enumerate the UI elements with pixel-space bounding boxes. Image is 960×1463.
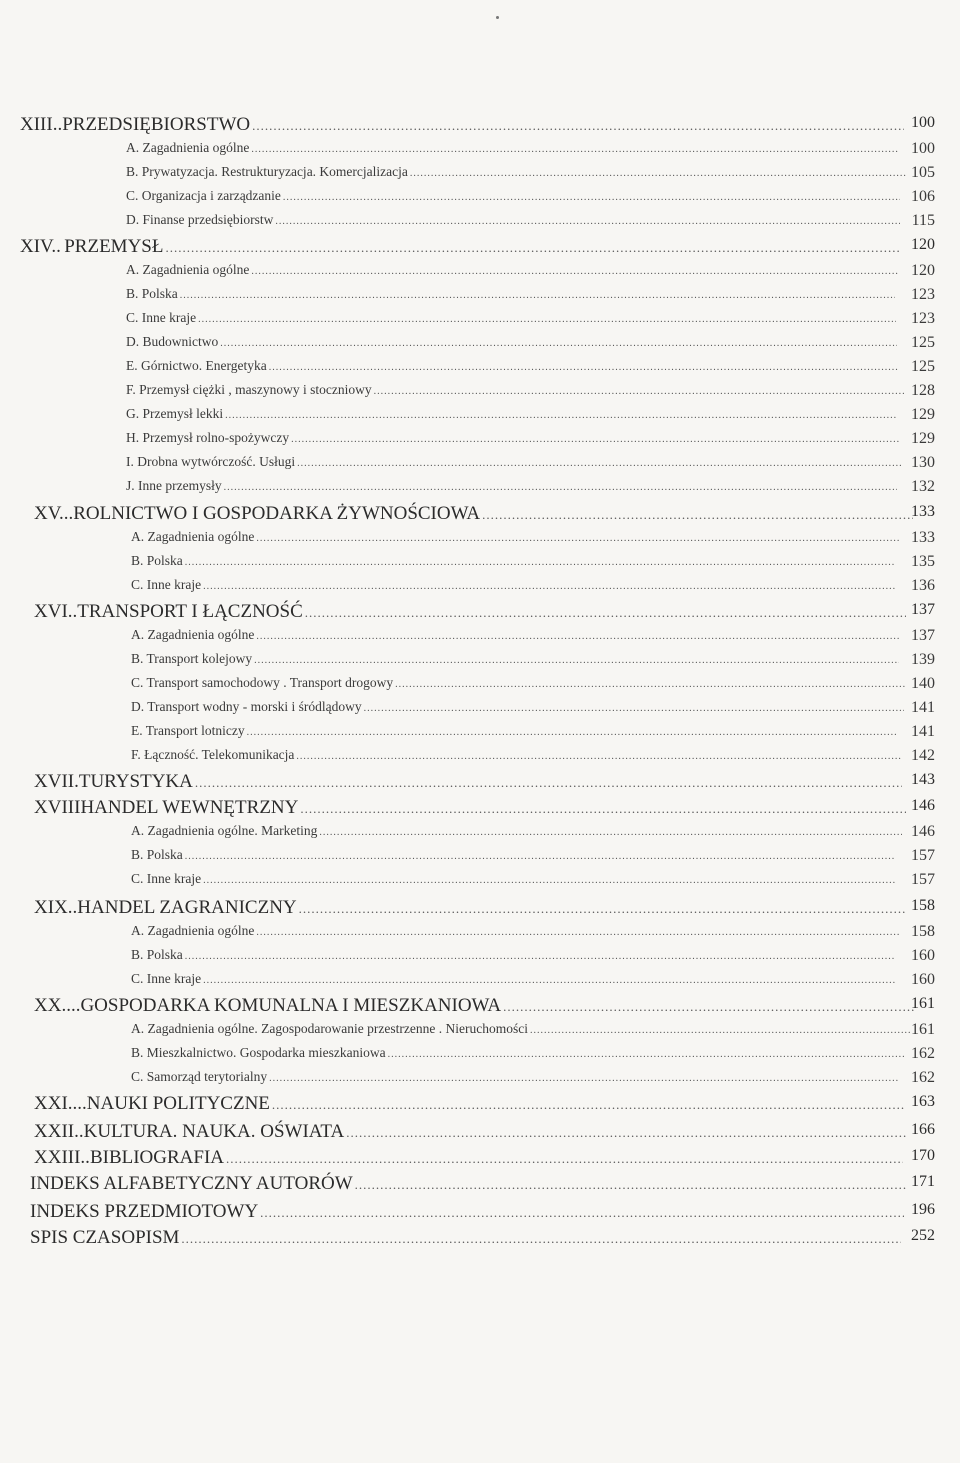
dot-leader (319, 827, 901, 838)
page-number: 120 (911, 236, 935, 253)
page-number: 196 (911, 1201, 935, 1218)
chapter-title: BIBLIOGRAFIA (89, 1147, 224, 1168)
section-title: A. Zagadnienia ogólne (126, 262, 250, 277)
section-title: B. Polska (131, 553, 183, 568)
page-number: 132 (911, 478, 935, 495)
chapter-number: XX.... (34, 995, 81, 1016)
chapter-title: PRZEDSIĘBIORSTWO (62, 114, 251, 135)
section-title: B. Polska (131, 947, 183, 962)
dot-leader (395, 679, 905, 690)
dot-leader (503, 999, 914, 1015)
page-number: 105 (911, 164, 935, 181)
toc-section-entry (126, 358, 935, 374)
page-number: 141 (911, 699, 935, 716)
toc-section-entry (126, 430, 935, 446)
toc-section-entry (131, 947, 935, 963)
dot-leader (251, 144, 898, 155)
dot-leader (275, 216, 899, 227)
page-number: 140 (911, 675, 935, 692)
dot-leader (482, 507, 913, 523)
toc-section-entry (131, 1045, 935, 1061)
section-title: C. Samorząd terytorialny (131, 1069, 268, 1084)
dot-leader (226, 1151, 903, 1167)
dot-leader (203, 875, 896, 886)
section-title: B. Polska (126, 286, 178, 301)
dot-leader (256, 533, 898, 544)
toc-section-entry (131, 529, 935, 545)
page-number: 100 (911, 140, 935, 157)
section-title: D. Budownictwo (126, 334, 219, 349)
toc-chapter-entry (30, 1201, 935, 1223)
page-number: 157 (911, 847, 935, 864)
page-number: 106 (911, 188, 935, 205)
section-title: C. Inne kraje (126, 310, 197, 325)
dot-leader (203, 975, 896, 986)
section-title: I. Drobna wytwórczość. Usługi (126, 454, 296, 469)
section-title: C. Transport samochodowy . Transport drogowy (131, 675, 394, 690)
chapter-title: TRANSPORT I ŁĄCZNOŚĆ (77, 601, 303, 622)
toc-section-entry (131, 847, 935, 863)
section-title: C. Inne kraje (131, 971, 202, 986)
dot-leader (410, 168, 906, 179)
dot-leader (181, 1231, 901, 1247)
dot-leader (165, 240, 900, 256)
page-number: 123 (911, 286, 935, 303)
toc-chapter-entry (30, 1173, 935, 1195)
toc-section-entry (131, 553, 935, 569)
scan-speck (496, 16, 499, 19)
toc-section-entry (126, 188, 935, 204)
toc-section-entry (126, 406, 935, 422)
dot-leader (203, 581, 896, 592)
toc-chapter-entry (34, 1093, 935, 1115)
dot-leader (291, 434, 900, 445)
page-number: 133 (911, 503, 935, 520)
toc-chapter-entry (20, 114, 935, 136)
page-number: 163 (911, 1093, 935, 1110)
chapter-number: XVI.. (34, 601, 78, 622)
dot-leader (299, 901, 906, 917)
dot-leader (364, 703, 904, 714)
page-number: 136 (911, 577, 935, 594)
chapter-number: XVII. (34, 771, 79, 792)
section-title: F. Przemysł ciężki , maszynowy i stoczniowy (126, 382, 372, 397)
page-number: 171 (911, 1173, 935, 1190)
chapter-title: TURYSTYKA (78, 771, 193, 792)
toc-chapter-entry (34, 1147, 935, 1169)
page-number: 125 (911, 358, 935, 375)
toc-section-entry (131, 1021, 935, 1037)
toc-chapter-entry (34, 995, 935, 1017)
chapter-title: HANDEL WEWNĘTRZNY (80, 797, 299, 818)
dot-leader (251, 266, 898, 277)
page-number: 125 (911, 334, 935, 351)
dot-leader (269, 1073, 899, 1084)
toc-chapter-entry (34, 797, 935, 819)
page-number: 130 (911, 454, 935, 471)
page-number: 137 (911, 601, 935, 618)
dot-leader (269, 362, 900, 373)
page-number: 133 (911, 529, 935, 546)
section-title: B. Mieszkalnictwo. Gospodarka mieszkaniowa (131, 1045, 386, 1060)
section-title: A. Zagadnienia ogólne (131, 923, 255, 938)
dot-leader (374, 386, 905, 397)
chapter-title: PRZEMYSŁ (64, 236, 164, 257)
section-title: F. Łączność. Telekomunikacja (131, 747, 295, 762)
toc-section-entry (126, 286, 935, 302)
page-number: 137 (911, 627, 935, 644)
chapter-title: GOSPODARKA KOMUNALNA I MIESZKANIOWA (80, 995, 502, 1016)
page-number: 146 (911, 797, 935, 814)
page-number: 100 (911, 114, 935, 131)
page-number: 161 (911, 995, 935, 1012)
page-number: 120 (911, 262, 935, 279)
page-number: 162 (911, 1069, 935, 1086)
toc-section-entry (131, 971, 935, 987)
chapter-title: INDEKS ALFABETYCZNY AUTORÓW (30, 1173, 353, 1194)
dot-leader (220, 338, 897, 349)
toc-chapter-entry (30, 1227, 935, 1249)
section-title: A. Zagadnienia ogólne. Marketing (131, 823, 318, 838)
toc-section-entry (131, 675, 935, 691)
dot-leader (254, 655, 898, 666)
page-number: 162 (911, 1045, 935, 1062)
page-number: 115 (911, 212, 935, 229)
toc-section-entry (131, 747, 935, 763)
chapter-title: NAUKI POLITYCZNE (86, 1093, 270, 1114)
section-title: C. Inne kraje (131, 871, 202, 886)
dot-leader (296, 751, 900, 762)
dot-leader (305, 605, 906, 621)
section-title: E. Transport lotniczy (131, 723, 245, 738)
dot-leader (195, 775, 902, 791)
toc-section-entry (126, 334, 935, 350)
dot-leader (256, 631, 898, 642)
page-number: 135 (911, 553, 935, 570)
toc-chapter-entry (34, 897, 935, 919)
chapter-number: XXIII.. (34, 1147, 90, 1168)
toc-section-entry (126, 454, 935, 470)
toc-chapter-entry (34, 1121, 935, 1143)
toc-section-entry (126, 140, 935, 156)
toc-section-entry (131, 723, 935, 739)
toc-chapter-entry (34, 601, 935, 623)
dot-leader (283, 192, 900, 203)
toc-chapter-entry (34, 771, 935, 793)
chapter-title: HANDEL ZAGRANICZNY (77, 897, 297, 918)
section-title: D. Finanse przedsiębiorstw (126, 212, 274, 227)
chapter-title: KULTURA. NAUKA. OŚWIATA (83, 1121, 345, 1142)
toc-section-entry (131, 651, 935, 667)
chapter-number: XV... (34, 503, 74, 524)
page-number: 129 (911, 430, 935, 447)
section-title: B. Prywatyzacja. Restrukturyzacja. Komercjalizacja (126, 164, 408, 179)
section-title: C. Organizacja i zarządzanie (126, 188, 281, 203)
toc-section-entry (126, 310, 935, 326)
chapter-number: XXII.. (34, 1121, 84, 1142)
dot-leader (346, 1125, 908, 1141)
dot-leader (185, 951, 895, 962)
page-number: 170 (911, 1147, 935, 1164)
section-title: E. Górnictwo. Energetyka (126, 358, 267, 373)
section-title: H. Przemysł rolno-spożywczy (126, 430, 290, 445)
dot-leader (355, 1177, 908, 1193)
dot-leader (300, 801, 906, 817)
toc-section-entry (131, 627, 935, 643)
chapter-number: XIII.. (20, 114, 63, 135)
dot-leader (185, 851, 895, 862)
page-number: 161 (911, 1021, 935, 1038)
dot-leader (272, 1097, 905, 1113)
dot-leader (198, 314, 896, 325)
section-title: G. Przemysł lekki (126, 406, 224, 421)
section-title: B. Polska (131, 847, 183, 862)
dot-leader (224, 482, 898, 493)
toc-section-entry (126, 212, 935, 228)
chapter-number: XXI.... (34, 1093, 87, 1114)
dot-leader (388, 1049, 905, 1060)
dot-leader (260, 1205, 904, 1221)
section-title: J. Inne przemysły (126, 478, 222, 493)
page-number: 166 (911, 1121, 935, 1138)
toc-section-entry (126, 164, 935, 180)
toc-section-entry (131, 1069, 935, 1085)
toc-section-entry (126, 262, 935, 278)
page-number: 139 (911, 651, 935, 668)
toc-section-entry (131, 871, 935, 887)
page-number: 141 (911, 723, 935, 740)
page-number: 128 (911, 382, 935, 399)
toc-section-entry (131, 923, 935, 939)
toc-section-entry (131, 823, 935, 839)
toc-section-entry (126, 478, 935, 494)
dot-leader (185, 557, 895, 568)
toc-chapter-entry (34, 503, 935, 525)
chapter-number: XIX.. (34, 897, 78, 918)
chapter-title: ROLNICTWO I GOSPODARKA ŻYWNOŚCIOWA (73, 503, 481, 524)
page-number: 252 (911, 1227, 935, 1244)
page-number: 158 (911, 897, 935, 914)
dot-leader (247, 727, 899, 738)
dot-leader (225, 410, 897, 421)
page-number: 160 (911, 947, 935, 964)
section-title: A. Zagadnienia ogólne (131, 627, 255, 642)
chapter-number: XIV.. (20, 236, 61, 257)
page-number: 157 (911, 871, 935, 888)
page-number: 143 (911, 771, 935, 788)
toc-section-entry (131, 699, 935, 715)
section-title: C. Inne kraje (131, 577, 202, 592)
chapter-title: INDEKS PRZEDMIOTOWY (30, 1201, 259, 1222)
dot-leader (252, 118, 904, 134)
section-title: A. Zagadnienia ogólne (126, 140, 250, 155)
section-title: A. Zagadnienia ogólne (131, 529, 255, 544)
dot-leader (297, 458, 901, 469)
section-title: A. Zagadnienia ogólne. Zagospodarowanie przestrzenne . Nieruchomości (131, 1021, 528, 1036)
toc-section-entry (131, 577, 935, 593)
dot-leader (180, 290, 895, 301)
dot-leader (530, 1025, 912, 1036)
chapter-number: XVIII (34, 797, 81, 818)
page-number: 142 (911, 747, 935, 764)
page-number: 129 (911, 406, 935, 423)
chapter-title: SPIS CZASOPISM (30, 1227, 180, 1248)
section-title: D. Transport wodny - morski i śródlądowy (131, 699, 362, 714)
page-number: 160 (911, 971, 935, 988)
page-number: 146 (911, 823, 935, 840)
toc-chapter-entry (20, 236, 935, 258)
toc-section-entry (126, 382, 935, 398)
page-number: 158 (911, 923, 935, 940)
page-number: 123 (911, 310, 935, 327)
dot-leader (256, 927, 898, 938)
section-title: B. Transport kolejowy (131, 651, 253, 666)
